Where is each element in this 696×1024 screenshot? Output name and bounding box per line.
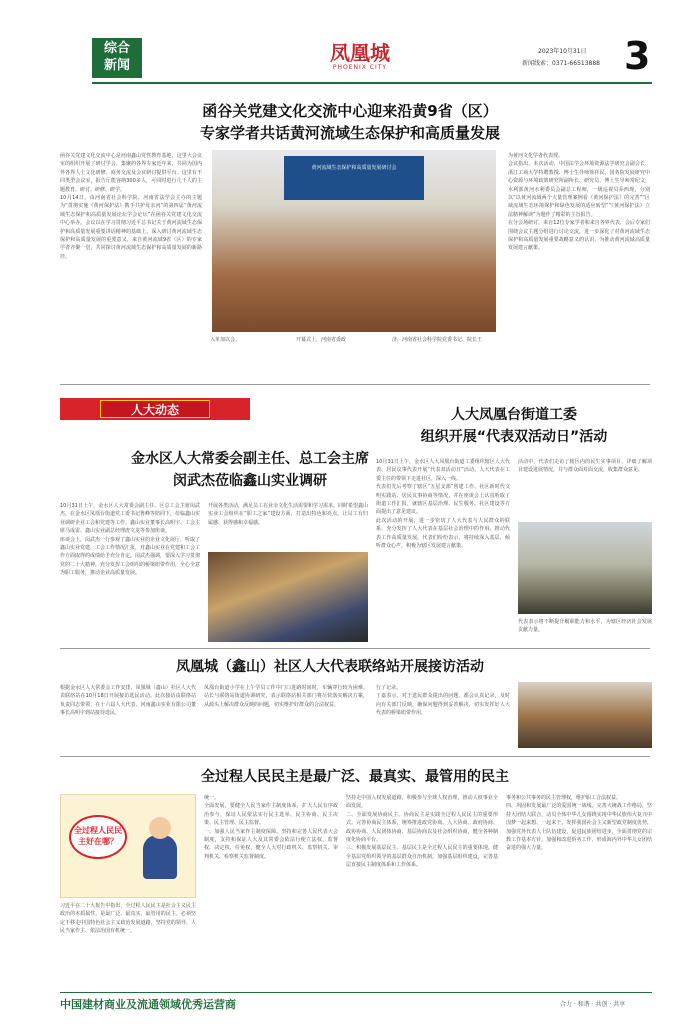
article1-headline-line2: 专家学者共话黄河流域生态保护和高质量发展 xyxy=(199,124,500,142)
article5-cartoon-illustration xyxy=(60,794,196,898)
section-divider xyxy=(60,384,650,385)
footer-divider xyxy=(60,992,652,993)
section-divider xyxy=(60,756,650,757)
article3-column-3: 代表表示将不断提升履职能力和水平，为辖区经济社会发展贡献力量。 xyxy=(518,619,652,634)
section-tag: 综合 新闻 xyxy=(92,38,142,78)
cartoon-person-body xyxy=(143,835,177,879)
article2-column-1: 10月31日上午，金水区人大常委会副主任、区总工会主席闵武杰，在金水区凤凰台街道党工委书记鲁峰等陪同下，莅临鑫山实业调研企业工会和党建等工作。鑫山实业董事长高明宇、工会主席马成雷、鑫山实业副总经理唐文龙等参加座谈。 座谈会上，闵武杰一行参观了鑫山实业的企业文化展厅，听取了鑫山实业党建、工会工作情况汇报，对鑫山实业在党建和工会工作方面取得的成绩给予充分肯定。闵武杰强调，要深入学习贯彻党的二十大精神，充分发挥工会组织的桥梁纽带作用，全心全意为职工服务，推动企业高质量发展。 xyxy=(60,503,200,577)
edition-date: 2023年10月31日 xyxy=(538,48,587,55)
news-hotline: 新闻线索：0371-66513888 xyxy=(522,60,600,67)
page-number: 3 xyxy=(624,34,651,78)
article5-column-1: 习近平在二十大报告中指出，全过程人民民主是社会主义民主政治的本质属性，是最广泛、最真实、最管用的民主。必须坚定不移走中国特色社会主义政治发展道路，坚持党的领导、人民当家作主、依法治国有机统一。 xyxy=(60,903,196,935)
article1-column-1: 函谷关党建文化交流中心是河南鑫山党性教育基地，这里大会议室的组织开展了研讨学会。集聚的各界专家近年来，共同为国内外各界人士文化研修、商务交流及会议研讨提供平台。这里有不同类型会议室，报告厅能容纳300多人，可同时进行几千人的主题教育、研讨、研修、研学。 10月14日，由河南省社会科学院、河南省法学会主办的主题为“贯彻实施《黄河保护法》携手共护母亲河”的第四届“黄河流域生态保护和高质量发展论坛学会论坛”在函谷关党建文化交流中心举办。会议以在学习贯彻习近平总书记关于黄河流域生态保护和高质量发展重要讲话精神的基础上，深入研讨黄河流域生态保护和高质量发展的重要意义，来自黄河流域9省（区）的专家学者齐聚一堂，共同探讨黄河流域生态保护和高质量发展的新路径。 xyxy=(60,153,202,260)
conference-screen: 黄河流域生态保护和高质量发展研讨会 xyxy=(284,156,424,200)
brand-name-cn: 凤凰城 xyxy=(330,41,390,65)
article4-column-3: 行了记录。 丁嘉表示，对于选民群众提出的问题，都会认真记录，及时向有关部门反映，确保问题得到妥善解决，切实发挥好人大代表的桥梁纽带作用。 xyxy=(376,685,510,717)
header-divider xyxy=(92,82,652,84)
article4-meeting-photo xyxy=(518,682,652,748)
article5-column-4: 事务和公共事务的民主管理权，维护职工合法权益。 四、巩固和发展最广泛的爱国统一战线。完善大统战工作格局，坚持大团结大联合，动员全体中华儿女围绕实现中华民族伟大复兴中国梦一起来想、一起来干。发挥我国社会主义新型政党制度优势，加强党外代表人士队伍建设，促进民族团结进步，全面贯彻党的宗教工作基本方针，加强和改进侨务工作，形成海内外中华儿女团结奋进的强大力量。 xyxy=(506,795,652,852)
article1-headline-line1: 函谷关党建文化交流中心迎来沿黄9省（区） xyxy=(202,102,498,120)
article2-headline-line2: 闵武杰莅临鑫山实业调研 xyxy=(173,473,327,489)
article3-street-photo xyxy=(518,522,652,614)
footer-slogan: 中国建材商业及流通领域优秀运营商 xyxy=(60,998,236,1011)
section-label: 人大动态 xyxy=(100,400,210,418)
article1-column-5: 为黄河文化学者代表授。 会议指出，本次活动，中国法学会环境资源法学研究会副会长、浙江工商大学特聘教授、博士生导师徐祥民，国务院发展研究中心资源与环境政策研究所副所长、研究员、博士生导师常纪文，水利部黄河水利委员会副总工程师，一级巡视员乔西现，分别以“以黄河流域两个大量管理案例看《黄河保护法》的完善”“区域流域生态环境保护和绿色发展的适应转型”“《黄河保护法》立法精神解读”为题作了精彩的主旨报告。 在分会场研讨，来自12位专家学者和来自各界代表，会后专家们围绕会议主题分组进行讨论交流，进一步深化了对黄河流域生态保护和高质量发展重要战略意义的认识，为推动黄河流域高质量发展建言献策。 xyxy=(508,153,650,252)
article1-column-4: 济，河南省社会科学院党委书记、院长王 xyxy=(392,337,483,343)
article4-headline: 凤凰城（鑫山）社区人大代表联络站开展接访活动 xyxy=(176,659,484,675)
brand-name-en: PHOENIX CITY xyxy=(332,64,388,71)
section-divider xyxy=(60,648,650,649)
article5-column-2: 统一。 全面发展，要健全人民当家作主制度体系，扩大人民有序政治参与，保证人民依法实行民主选举、民主协商、民主决策、民主管理、民主监督。 一、加强人民当家作主制度保障。坚持和完善人民代表大会制度，支持和保证人大及其常委会依法行使立法权、监督权、决定权、任免权，健全人大对行政机关、监察机关、审判机关、检察机关监督制度。 xyxy=(204,795,338,860)
article2-column-2: 开展各类活动，满足员工在业余文化生活需要和学习需求。同时希望鑫山实业工会组织在“职工之家”建设方面，打造出特色和亮点，让员工有归属感、获得感和幸福感。 xyxy=(208,503,368,526)
article5-headline: 全过程人民民主是最广泛、最真实、最管用的民主 xyxy=(201,769,509,785)
brand-logo xyxy=(320,42,400,71)
article2-visit-photo xyxy=(208,552,368,642)
article1-conference-photo xyxy=(212,150,496,332)
article3-column-1: 10月31日上午，金水区人大凤凰台街道工委组织辖区人大代表、居民议事代表开展“代表双活动日”活动。人大代表在工委主任的带领下走进社区，深入一线。 代表们先后考察了辖区“五星支部”创建工作、社区新时代文明实践站、居民议事协商等情况，并在座谈会上认真听取了街道工作汇报，就辖区基层治理、民生服务、社区建设等方面提出了意见建议。 此次活动的开展，进一步密切了人大代表与人民群众的联系，充分发挥了人大代表在基层社会治理中的作用，推动代表工作高质量发展。代表们纷纷表示，将持续深入基层，倾听群众心声，积极为辖区发展建言献策。 xyxy=(376,459,510,550)
article1-column-3: 开幕式上，河南省委政 xyxy=(296,337,347,343)
speech-bubble: 全过程人民民主好在哪？ xyxy=(69,815,127,859)
article3-column-2: 活动中，代表们走访了辖区内的民生实事项目，详细了解项目建设进展情况，并与群众面对面交流，收集群众意见。 xyxy=(518,459,652,474)
article3-headline-line1: 人大凤凰台街道工委 xyxy=(451,407,577,423)
article4-column-1: 根据金水区人大常委会工作安排，凤凰城（鑫山）社区人大代表联络站在10月18日开展接访选民活动。此次接访由联络站负责同志带领，在十六届人大代表、河南鑫山实业有限公司董事长高明宇到站接待选民。 xyxy=(60,685,196,717)
article4-column-2: 凤凰台街道小学在上午学员工作中门口进路时间时，车辆穿行较为困难。站长与联络站街道协调研究，表示联络站相关部门将尽快落实解决方案，从源头上解决群众反映的问题，切实维护好群众的合法权益。 xyxy=(204,685,368,708)
article2-headline-line1: 金水区人大常委会副主任、总工会主席 xyxy=(131,451,369,467)
footer-motto: 合力 · 和谐 · 共创 · 共享 xyxy=(560,1001,626,1008)
article5-column-3: 坚持走中国人权发展道路，积极参与全球人权治理，推动人权事业全面发展。 二、全面发展协商民主。协商民主是实践全过程人民民主的重要形式。完善协商民主体系，统筹推进政党协商、人大协商、政府协商、政协协商、人民团体协商、基层协商以及社会组织协商，健全各种制度化协商平台。 三、积极发展基层民主。基层民主是全过程人民民主的重要体现。健全基层党组织领导的基层群众自治机制，加强基层组织建设，完善基层直接民主制度体系和工作体系。 xyxy=(346,795,498,869)
cartoon-person-head xyxy=(149,817,171,839)
article1-column-2: 入单加以会。 xyxy=(210,337,241,343)
article3-headline-line2: 组织开展“代表双活动日”活动 xyxy=(420,429,608,445)
